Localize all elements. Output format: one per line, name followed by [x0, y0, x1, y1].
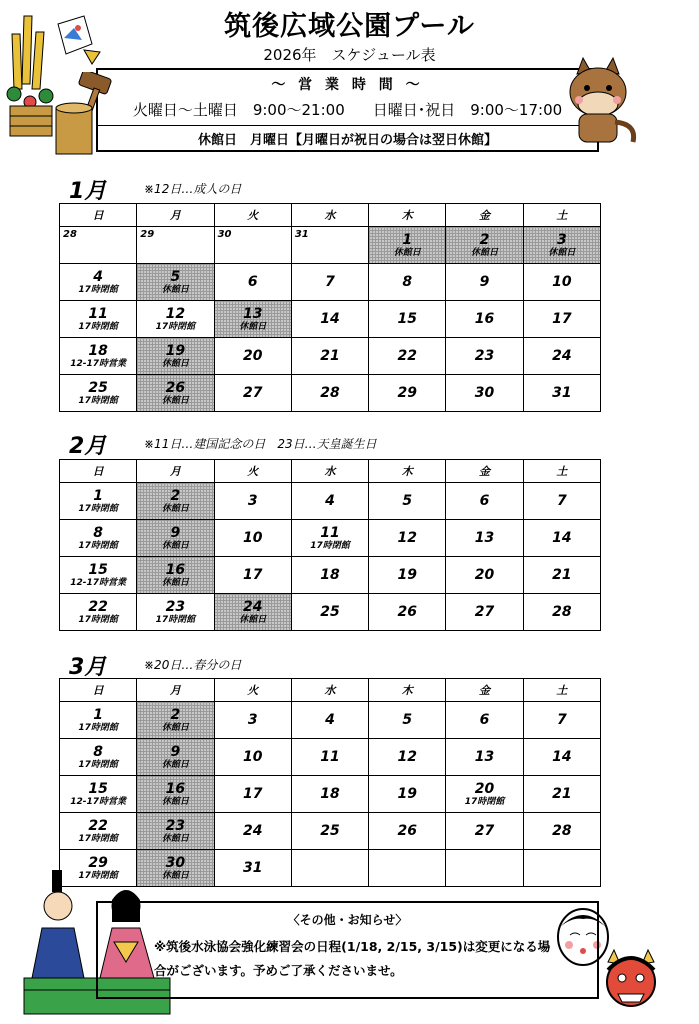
day-number: 26 — [165, 379, 186, 396]
calendar-day — [523, 301, 600, 338]
day-number: 22 — [88, 598, 108, 615]
calendar-day — [446, 338, 523, 375]
day-number: 5 — [170, 268, 181, 285]
calendar-week-row — [60, 557, 601, 594]
calendar-day — [60, 702, 137, 739]
month-note-january: ※12日…成人の日 — [144, 182, 242, 196]
closed-day-label: 休館日 — [161, 722, 189, 733]
calendar-day — [60, 301, 137, 338]
calendar-day — [446, 483, 523, 520]
day-number: 26 — [397, 823, 417, 839]
closed-day-label: 休館日 — [161, 503, 189, 514]
day-number: 3 — [556, 231, 567, 248]
calendar-day — [523, 338, 600, 375]
calendar-day — [369, 739, 446, 776]
day-number: 7 — [325, 274, 335, 290]
calendar-day — [291, 301, 368, 338]
day-number: 17 — [242, 567, 263, 583]
day-number: 13 — [242, 305, 263, 322]
hours-note: 17時閉館 — [78, 614, 118, 625]
calendar-day — [523, 702, 600, 739]
weekday-header: 水 — [291, 204, 368, 227]
calendar-day — [446, 739, 523, 776]
day-number: 16 — [474, 311, 495, 327]
day-number: 15 — [88, 780, 108, 797]
day-number: 29 — [88, 854, 108, 871]
day-number: 6 — [479, 712, 490, 728]
day-number: 20 — [474, 780, 495, 797]
closed-day-label: 休館日 — [239, 321, 267, 332]
calendar-week-row — [60, 776, 601, 813]
day-number: 29 — [397, 385, 417, 401]
calendar-week-row — [60, 813, 601, 850]
day-number: 30 — [217, 229, 232, 240]
day-number: 6 — [247, 274, 258, 290]
calendar-day-closed — [214, 594, 291, 631]
closed-day-label: 休館日 — [161, 577, 189, 588]
day-number: 24 — [552, 348, 572, 364]
weekday-header: 木 — [369, 679, 446, 702]
hours-note: 17時閉館 — [78, 870, 118, 881]
day-number: 16 — [165, 780, 186, 797]
calendar-day-previous-month — [60, 227, 137, 264]
weekday-header: 土 — [523, 679, 600, 702]
calendar-day — [446, 375, 523, 412]
weekday-header: 火 — [214, 204, 291, 227]
calendar-day — [369, 702, 446, 739]
hours-note: 12-17時営業 — [70, 577, 127, 588]
calendar-day-closed — [214, 301, 291, 338]
calendar-day — [446, 813, 523, 850]
day-number: 15 — [88, 561, 108, 578]
day-number: 24 — [242, 598, 263, 615]
hours-note: 17時閉館 — [310, 540, 350, 551]
page-title: 筑後広域公園プール — [224, 11, 475, 42]
weekday-header: 木 — [369, 204, 446, 227]
hours-note: 17時閉館 — [78, 833, 118, 844]
calendar-day-closed — [137, 483, 214, 520]
calendar-day — [60, 520, 137, 557]
calendar-day — [369, 594, 446, 631]
business-hours-box — [96, 68, 599, 152]
day-number: 12 — [165, 305, 186, 322]
calendar-day-closed — [137, 739, 214, 776]
calendar-day — [214, 739, 291, 776]
notice-heading: 〈その他・お知らせ〉 — [287, 913, 408, 927]
day-number: 2 — [479, 231, 490, 248]
day-number: 4 — [93, 268, 104, 285]
calendar-day-previous-month — [214, 227, 291, 264]
day-number: 20 — [242, 348, 263, 364]
day-number: 27 — [474, 823, 495, 839]
day-number: 25 — [320, 823, 340, 839]
calendar-january — [59, 203, 601, 412]
calendar-day — [523, 739, 600, 776]
calendar-day — [214, 776, 291, 813]
kite-icon — [44, 14, 106, 76]
calendar-day-closed — [137, 813, 214, 850]
calendar-day — [214, 264, 291, 301]
calendar-day-closed — [446, 227, 523, 264]
calendar-day-closed — [369, 227, 446, 264]
weekday-header: 金 — [446, 204, 523, 227]
hours-note: 17時閉館 — [78, 321, 118, 332]
day-number: 17 — [552, 311, 572, 327]
day-number: 12 — [397, 749, 417, 765]
day-number: 18 — [320, 567, 340, 583]
day-number: 8 — [93, 524, 104, 541]
calendar-day — [369, 264, 446, 301]
calendar-day — [523, 813, 600, 850]
hours-note: 17時閉館 — [78, 722, 118, 733]
calendar-day — [523, 850, 600, 887]
day-number: 28 — [320, 385, 340, 401]
calendar-day — [60, 776, 137, 813]
weekday-header: 日 — [60, 204, 137, 227]
month-note-march: ※20日…春分の日 — [144, 658, 242, 672]
calendar-day-closed — [137, 264, 214, 301]
day-number: 1 — [93, 706, 104, 723]
day-number: 9 — [170, 524, 181, 541]
divider — [98, 125, 597, 126]
day-number: 29 — [140, 229, 155, 240]
calendar-day — [291, 702, 368, 739]
calendar-day — [60, 850, 137, 887]
weekday-header: 水 — [291, 460, 368, 483]
weekday-header-row — [60, 460, 601, 483]
calendar-day — [523, 375, 600, 412]
calendar-week-row — [60, 375, 601, 412]
calendar-day — [137, 594, 214, 631]
calendar-day — [523, 520, 600, 557]
day-number: 11 — [320, 524, 340, 541]
day-number: 16 — [165, 561, 186, 578]
day-number: 19 — [165, 342, 186, 359]
calendar-day — [369, 776, 446, 813]
calendar-day — [60, 375, 137, 412]
calendar-day — [291, 776, 368, 813]
day-number: 13 — [474, 749, 495, 765]
hours-weekday: 火曜日～土曜日 9:00～21:00 — [132, 101, 345, 119]
day-number: 28 — [552, 604, 572, 620]
day-number: 31 — [242, 860, 263, 876]
calendar-day-previous-month — [291, 227, 368, 264]
day-number: 12 — [397, 530, 417, 546]
day-number: 17 — [242, 786, 263, 802]
closed-day-label: 休館日 — [161, 833, 189, 844]
day-number: 10 — [552, 274, 572, 290]
day-number: 30 — [474, 385, 495, 401]
calendar-day — [60, 813, 137, 850]
calendar-day — [214, 850, 291, 887]
calendar-day — [369, 557, 446, 594]
calendar-day — [369, 301, 446, 338]
day-number: 19 — [397, 567, 417, 583]
calendar-week-row — [60, 594, 601, 631]
calendar-day — [214, 557, 291, 594]
calendar-day — [291, 850, 368, 887]
day-number: 10 — [242, 749, 263, 765]
closed-day-label: 休館日 — [161, 540, 189, 551]
calendar-day — [214, 520, 291, 557]
day-number: 24 — [242, 823, 263, 839]
day-number: 9 — [170, 743, 181, 760]
weekday-header: 金 — [446, 679, 523, 702]
day-number: 3 — [247, 712, 258, 728]
day-number: 2 — [170, 706, 181, 723]
calendar-day — [523, 594, 600, 631]
day-number: 27 — [474, 604, 495, 620]
day-number: 18 — [320, 786, 340, 802]
calendar-day — [446, 264, 523, 301]
weekday-header-row — [60, 204, 601, 227]
day-number: 3 — [247, 493, 258, 509]
hours-note: 17時閉館 — [78, 759, 118, 770]
weekday-header: 水 — [291, 679, 368, 702]
closed-day-label: 休館日 — [548, 247, 576, 258]
closed-day-label: 休館日 — [161, 284, 189, 295]
hours-note: 17時閉館 — [78, 395, 118, 406]
calendar-day — [369, 375, 446, 412]
calendar-day — [291, 483, 368, 520]
closed-day-label: 休館日 — [161, 796, 189, 807]
calendar-day — [446, 850, 523, 887]
day-number: 18 — [88, 342, 108, 359]
oni-icon — [600, 940, 662, 1020]
day-number: 1 — [402, 231, 413, 248]
day-number: 8 — [402, 274, 413, 290]
day-number: 4 — [325, 712, 335, 728]
hours-note: 17時閉館 — [464, 796, 505, 807]
calendar-day-closed — [137, 702, 214, 739]
calendar-day-closed — [137, 776, 214, 813]
calendar-week-row — [60, 702, 601, 739]
day-number: 14 — [552, 749, 572, 765]
day-number: 21 — [552, 786, 572, 802]
day-number: 6 — [479, 493, 490, 509]
calendar-day-closed — [137, 375, 214, 412]
day-number: 7 — [556, 712, 567, 728]
page-subtitle: 2026年 スケジュール表 — [263, 46, 436, 64]
day-number: 27 — [242, 385, 263, 401]
month-label-february: 2月 — [69, 434, 107, 459]
day-number: 21 — [320, 348, 340, 364]
day-number: 4 — [325, 493, 335, 509]
calendar-day-closed — [137, 850, 214, 887]
calendar-day — [369, 338, 446, 375]
calendar-day — [369, 520, 446, 557]
day-number: 25 — [88, 379, 108, 396]
calendar-day — [60, 264, 137, 301]
weekday-header: 日 — [60, 679, 137, 702]
day-number: 23 — [474, 348, 495, 364]
notice-box — [96, 901, 599, 999]
notice-body: ※筑後水泳協会強化練習会の日程(1/18, 2/15, 3/15)は変更になる場合がございます。予めご了承くださいませ。 — [154, 939, 551, 978]
month-label-march: 3月 — [69, 655, 107, 680]
day-number: 21 — [552, 567, 572, 583]
calendar-day — [291, 338, 368, 375]
hours-note: 17時閉館 — [155, 321, 196, 332]
calendar-day — [291, 813, 368, 850]
day-number: 15 — [397, 311, 417, 327]
calendar-day — [369, 813, 446, 850]
calendar-day — [291, 739, 368, 776]
day-number: 7 — [556, 493, 567, 509]
calendar-week-row — [60, 739, 601, 776]
hours-line — [98, 99, 597, 120]
calendar-day — [291, 264, 368, 301]
closed-day-notice: 休館日 月曜日【月曜日が祝日の場合は翌日休館】 — [197, 133, 497, 148]
calendar-week-row — [60, 850, 601, 887]
day-number: 13 — [474, 530, 495, 546]
calendar-week-row — [60, 520, 601, 557]
day-number: 19 — [397, 786, 417, 802]
day-number: 5 — [402, 712, 413, 728]
hours-note: 17時閉館 — [78, 284, 118, 295]
day-number: 11 — [88, 305, 108, 322]
hours-note: 17時閉館 — [78, 540, 118, 551]
calendar-week-row — [60, 301, 601, 338]
calendar-day — [523, 264, 600, 301]
calendar-day — [523, 557, 600, 594]
day-number: 22 — [88, 817, 108, 834]
calendar-day — [446, 557, 523, 594]
calendar-day — [291, 594, 368, 631]
closed-day-label: 休館日 — [393, 247, 421, 258]
weekday-header: 月 — [137, 204, 214, 227]
calendar-day — [369, 850, 446, 887]
calendar-day — [291, 375, 368, 412]
hours-note: 17時閉館 — [155, 614, 196, 625]
day-number: 1 — [93, 487, 104, 504]
weekday-header-row — [60, 679, 601, 702]
day-number: 30 — [165, 854, 186, 871]
day-number: 2 — [170, 487, 181, 504]
day-number: 22 — [397, 348, 417, 364]
day-number: 14 — [552, 530, 572, 546]
calendar-day-closed — [523, 227, 600, 264]
mallet-icon — [52, 72, 114, 158]
calendar-day-closed — [137, 557, 214, 594]
hours-note: 12-17時営業 — [70, 358, 127, 369]
calendar-february — [59, 459, 601, 631]
day-number: 23 — [165, 598, 186, 615]
calendar-day — [214, 813, 291, 850]
calendar-day — [137, 301, 214, 338]
calendar-day — [214, 702, 291, 739]
day-number: 23 — [165, 817, 186, 834]
calendar-week-row — [60, 483, 601, 520]
closed-day-label: 休館日 — [239, 614, 267, 625]
calendar-week-row — [60, 227, 601, 264]
calendar-day — [446, 301, 523, 338]
calendar-day — [446, 520, 523, 557]
calendar-day — [446, 702, 523, 739]
weekday-header: 土 — [523, 460, 600, 483]
hours-heading: ～ 営 業 時 間 ～ — [271, 77, 424, 93]
month-label-january: 1月 — [69, 179, 107, 204]
horse-icon — [553, 52, 643, 148]
hours-holiday: 日曜日･祝日 9:00～17:00 — [372, 101, 563, 119]
calendar-day-closed — [137, 520, 214, 557]
calendar-day — [214, 375, 291, 412]
calendar-day — [214, 338, 291, 375]
calendar-day-closed — [137, 338, 214, 375]
day-number: 31 — [294, 229, 309, 240]
closed-day-label: 休館日 — [161, 358, 189, 369]
calendar-day — [523, 483, 600, 520]
weekday-header: 月 — [137, 460, 214, 483]
closed-day-label: 休館日 — [161, 395, 189, 406]
calendar-day — [60, 338, 137, 375]
weekday-header: 金 — [446, 460, 523, 483]
calendar-day — [369, 483, 446, 520]
calendar-day — [60, 557, 137, 594]
calendar-day — [291, 557, 368, 594]
day-number: 28 — [552, 823, 572, 839]
day-number: 20 — [474, 567, 495, 583]
calendar-march — [59, 678, 601, 887]
day-number: 26 — [397, 604, 417, 620]
calendar-day — [446, 594, 523, 631]
calendar-week-row — [60, 264, 601, 301]
closed-day-label: 休館日 — [471, 247, 499, 258]
weekday-header: 日 — [60, 460, 137, 483]
day-number: 9 — [479, 274, 490, 290]
calendar-day — [446, 776, 523, 813]
weekday-header: 火 — [214, 460, 291, 483]
calendar-week-row — [60, 338, 601, 375]
calendar-day — [60, 739, 137, 776]
calendar-day — [214, 483, 291, 520]
day-number: 28 — [63, 229, 77, 240]
calendar-day-previous-month — [137, 227, 214, 264]
closed-day-label: 休館日 — [161, 759, 189, 770]
calendar-day — [523, 776, 600, 813]
weekday-header: 木 — [369, 460, 446, 483]
weekday-header: 月 — [137, 679, 214, 702]
day-number: 14 — [320, 311, 340, 327]
calendar-day — [60, 483, 137, 520]
hours-note: 17時閉館 — [78, 503, 118, 514]
closed-day-label: 休館日 — [161, 870, 189, 881]
calendar-day — [291, 520, 368, 557]
month-note-february: ※11日…建国記念の日 23日…天皇誕生日 — [144, 437, 377, 451]
day-number: 10 — [242, 530, 263, 546]
day-number: 25 — [320, 604, 340, 620]
hours-note: 12-17時営業 — [70, 796, 127, 807]
weekday-header: 土 — [523, 204, 600, 227]
day-number: 31 — [552, 385, 572, 401]
day-number: 11 — [320, 749, 340, 765]
calendar-day — [60, 594, 137, 631]
day-number: 5 — [402, 493, 413, 509]
day-number: 8 — [93, 743, 104, 760]
weekday-header: 火 — [214, 679, 291, 702]
